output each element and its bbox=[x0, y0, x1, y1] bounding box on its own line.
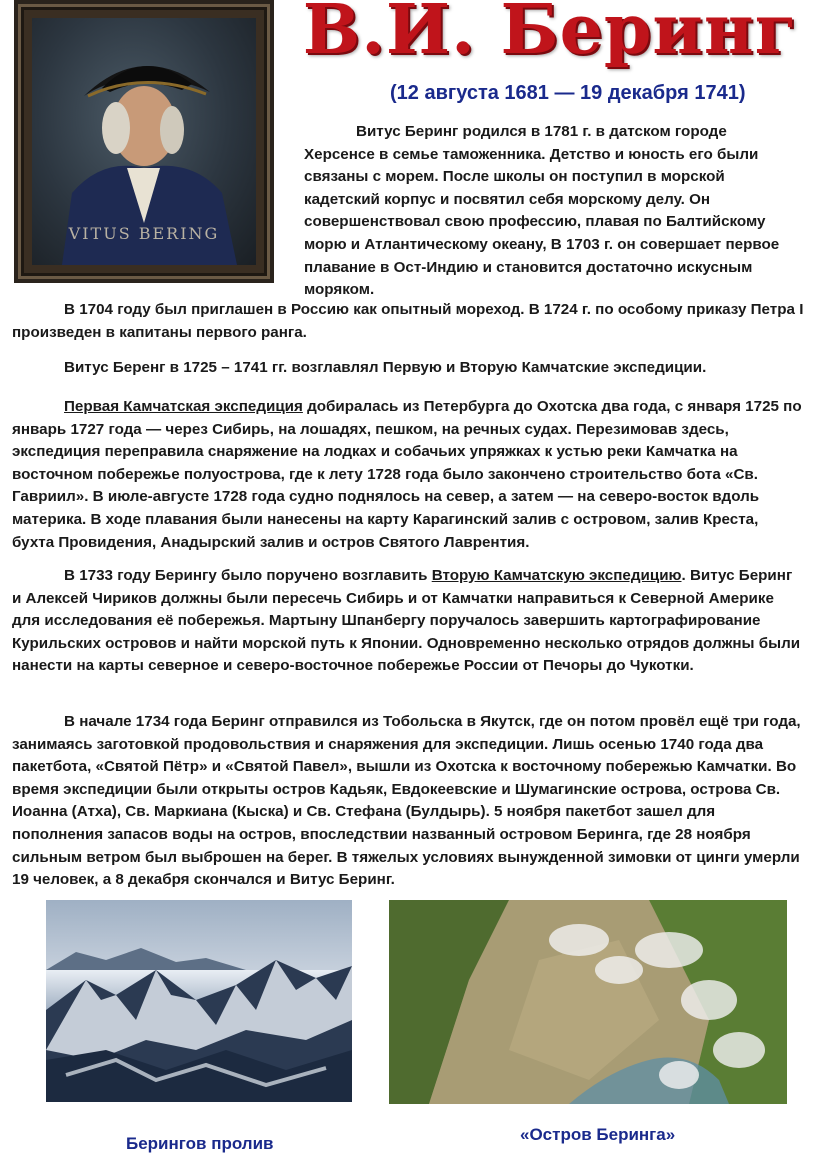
page-title: В.И. Беринг bbox=[302, 0, 798, 70]
paragraph-russia-service: В 1704 году был приглашен в Россию как опытный мореход. В 1724 г. по особому приказу Петра I произведен в капитаны первого ранга. bbox=[12, 301, 804, 341]
second-expedition-intro: В 1733 году Берингу было поручено возглавить bbox=[64, 567, 432, 584]
second-expedition-link[interactable]: Вторую Камчатскую экспедицию bbox=[431, 567, 682, 584]
paragraph-final-voyage: В начале 1734 года Беринг отправился из Тобольска в Якутск, где он потом провёл ещё три года, занимаясь заготовкой продовольствия и снаряжения для экспедиции. Лишь осенью 1740 года два пакетбота, «Святой Пётр» и «Святой Павел», вышли из Охотска к восточному побережью Камчатки. Во время экспедиции были открыты остров Кадьяк, Евдокеевские и Шумагинские острова, острова Св. Иоанна (Атха), Св. Маркиана (Кыска) и Св. Стефана (Булдырь). 5 ноября пакетбот зашел для пополнения запасов воды на остров, впоследствии названный островом Беринга, где 28 ноября сильным ветром был выброшен на берег. В тяжелых условиях вынужденной зимовки от цинги умерли 19 человек, а 8 декабря скончался и Витус Беринг. bbox=[12, 713, 801, 889]
portrait-frame bbox=[14, 0, 274, 283]
valley-image bbox=[389, 900, 787, 1104]
bering-strait-photo bbox=[46, 900, 352, 1102]
paragraph-second-expedition bbox=[12, 565, 804, 678]
life-dates: (12 августа 1681 — 19 декабря 1741) bbox=[390, 82, 746, 104]
portrait-inscription: VITUS BERING bbox=[68, 224, 220, 243]
paragraph-expeditions: Витус Беренг в 1725 – 1741 гг. возглавлял Первую и Вторую Камчатские экспедиции. bbox=[64, 359, 707, 376]
bering-island-photo bbox=[389, 900, 787, 1104]
mountains-image bbox=[46, 900, 352, 1102]
caption-bering-island: «Остров Беринга» bbox=[520, 1125, 676, 1144]
first-expedition-text: добиралась из Петербурга до Охотска два года, с января 1725 по январь 1727 года — через Сибирь, на лошадях, пешком, на речных судах. Перезимовав здесь, экспедиция переправила снаряжение на лодках и собачьих упряжках к устью реки Камчатка на восточном побережье полуострова, где к лету 1728 года было закончено строительство бота «Св. Гавриил». В июле-августе 1728 года судно поднялось на север, а затем — на северо-восток вдоль материка. В ходе плавания были нанесены на карту Карагинский залив с островом, залив Креста, бухта Провидения, Анадырский залив и остров Святого Лаврентия. bbox=[12, 398, 802, 551]
intro-paragraph: Витус Беринг родился в 1781 г. в датском городе Херсенсе в семье таможенника. Детство и юность его были связаны с морем. После школы он поступил в морской кадетский корпус и посвятил себя морскому делу. Он совершенствовал свою профессию, плавая по Балтийскому морю и Атлантическому океану, В 1703 г. он совершает первое плавание в Ост-Индию и становится достаточно искусным моряком. bbox=[304, 123, 780, 299]
bering-portrait bbox=[32, 18, 256, 265]
first-expedition-link[interactable]: Первая Камчатская экспедиция bbox=[64, 398, 303, 415]
paragraph-first-expedition bbox=[12, 396, 804, 554]
second-expedition-text: . Витус Беринг и Алексей Чириков должны были пересечь Сибирь и от Камчатки направиться к Северной Америке для исследования её побережья. Мартыну Шпанбергу поручалось завершить картографирование Курильских островов и найти морской путь к Японии. Одновременно несколько отрядов должны были нанести на карты северное и северо-восточное побережье России от Печоры до Чукотки. bbox=[12, 567, 801, 675]
caption-bering-strait: Берингов пролив bbox=[126, 1134, 274, 1153]
